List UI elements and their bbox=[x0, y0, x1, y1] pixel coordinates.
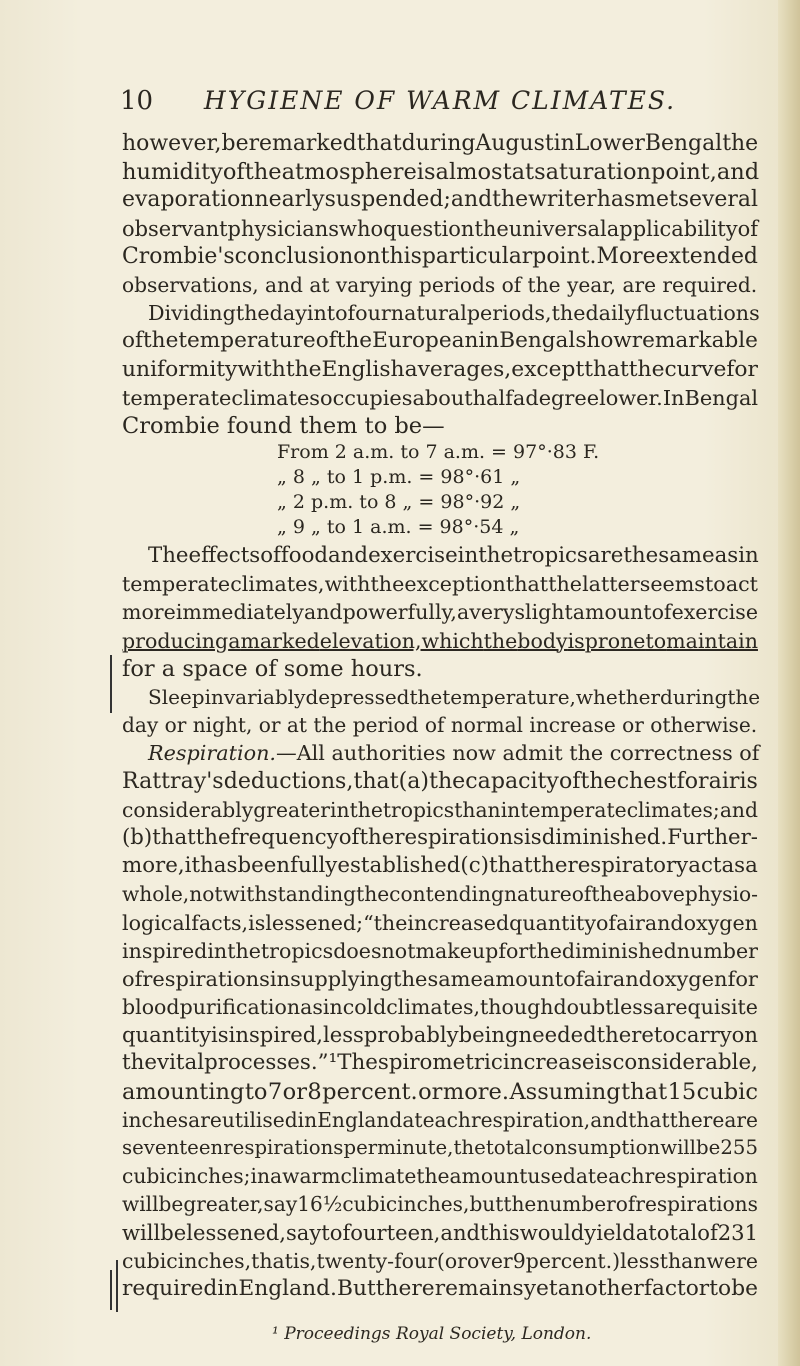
temperature-list bbox=[122, 440, 758, 540]
text-line: amounting to 7 or 8 per cent. or more. Assuming that 15 cubic bbox=[122, 1078, 758, 1105]
text-line: (b) that the frequency of the respirations is diminished. Further- bbox=[122, 824, 758, 850]
text-line: Rattray's deductions, that (a) the capacity of the chest for air is bbox=[122, 768, 758, 794]
text-line: the vital processes.” ¹ The spirometric increase is considerable, bbox=[122, 1050, 758, 1076]
text-line: more, it has been fully established (c) that the respiratory act as a bbox=[122, 853, 758, 879]
section-heading: Respiration. bbox=[148, 741, 276, 766]
text-line: uniformity with the English averages, except that the curve for bbox=[122, 356, 758, 382]
text-line: quantity is inspired, less probably being needed there to carry on bbox=[122, 1022, 758, 1048]
text-line: for a space of some hours. bbox=[122, 655, 423, 682]
text-line: —All authorities now admit the correctness of bbox=[276, 741, 760, 766]
running-title: HYGIENE OF WARM CLIMATES. bbox=[203, 86, 677, 115]
text-line: will be greater, say 16½ cubic inches, but the number of respirations bbox=[122, 1192, 758, 1217]
body-text bbox=[122, 130, 761, 1303]
text-line: considerably greater in the tropics than in temperate climates; and bbox=[122, 797, 758, 822]
text-line: temperate climates, with the exception that the latter seems to act bbox=[122, 572, 758, 597]
text-line: observations, and at varying periods of the year, are required. bbox=[122, 272, 758, 297]
text-line bbox=[122, 739, 758, 767]
text-line: however, be remarked that during August in Lower Bengal the bbox=[122, 131, 759, 156]
text-line: cubic inches, that is, twenty-four (or over 9 per cent.) less than were bbox=[122, 1248, 758, 1273]
text-line: temperate climates occupies about half a degree lower. In Bengal bbox=[122, 385, 759, 410]
temperature-row: From 2 a.m. to 7 a.m. = 97°·83 F. bbox=[277, 441, 600, 464]
page-number: 10 bbox=[120, 86, 154, 116]
text-line: day or night, or at the period of normal increase or otherwise. bbox=[122, 713, 758, 738]
text-line: of the temperature of the European in Bengal show remarkable bbox=[122, 328, 758, 354]
text-line: cubic inches; in a warm climate the amount used at each respiration bbox=[122, 1164, 758, 1189]
text-line: more immediately and powerfully, a very slight amount of exercise bbox=[122, 600, 758, 625]
text-line: inspired in the tropics does not make up for the diminished number bbox=[122, 938, 758, 963]
temperature-row: „ 9 „ to 1 a.m. = 98°·54 „ bbox=[277, 516, 520, 539]
text-line: required in England. But there remains yet another factor to be bbox=[122, 1275, 758, 1301]
temperature-row: „ 2 p.m. to 8 „ = 98°·92 „ bbox=[277, 491, 521, 514]
text-line: humidity of the atmosphere is almost at saturation point, and bbox=[122, 159, 760, 186]
text-line: blood purification as in cold climates, though doubtless a requisite bbox=[122, 995, 758, 1020]
temperature-row: „ 8 „ to 1 p.m. = 98°·61 „ bbox=[277, 466, 521, 489]
margin-mark bbox=[110, 655, 112, 713]
text-line: Crombie's conclusion on this particular point. More extended bbox=[122, 243, 758, 269]
text-line: Crombie found them to be— bbox=[122, 412, 445, 439]
text-line: will be lessened, say to fourteen, and this would yield a total of 231 bbox=[122, 1219, 759, 1245]
margin-mark bbox=[116, 1260, 118, 1312]
page-header bbox=[120, 86, 760, 120]
page-edge bbox=[778, 0, 800, 1366]
text-line: Dividing the day into four natural periods, the daily fluctuations bbox=[148, 301, 760, 326]
footnote: ¹ Proceedings Royal Society, London. bbox=[272, 1324, 592, 1344]
text-line: of respirations in supplying the same amount of air and oxygen for bbox=[122, 966, 758, 991]
text-line: seventeen respirations per minute, the total consumption will be 255 bbox=[122, 1136, 758, 1159]
text-line: The effects of food and exercise in the tropics are the same as in bbox=[148, 543, 759, 569]
text-line: observant physicians who question the universal applicability of bbox=[122, 216, 758, 241]
text-line: Sleep invariably depressed the temperature, whether during the bbox=[148, 685, 761, 709]
text-line: logical facts, is lessened; “ the increased quantity of air and oxygen bbox=[122, 910, 758, 935]
text-line: whole, notwithstanding the contending nature of the above physio- bbox=[122, 882, 758, 907]
margin-mark bbox=[110, 1270, 112, 1310]
text-line: evaporation nearly suspended; and the writer has met several bbox=[122, 187, 758, 213]
text-line-underlined: producing a marked elevation, which the body is prone to maintain bbox=[122, 628, 758, 653]
text-line: inches are utilised in England at each respiration, and that there are bbox=[122, 1107, 758, 1132]
